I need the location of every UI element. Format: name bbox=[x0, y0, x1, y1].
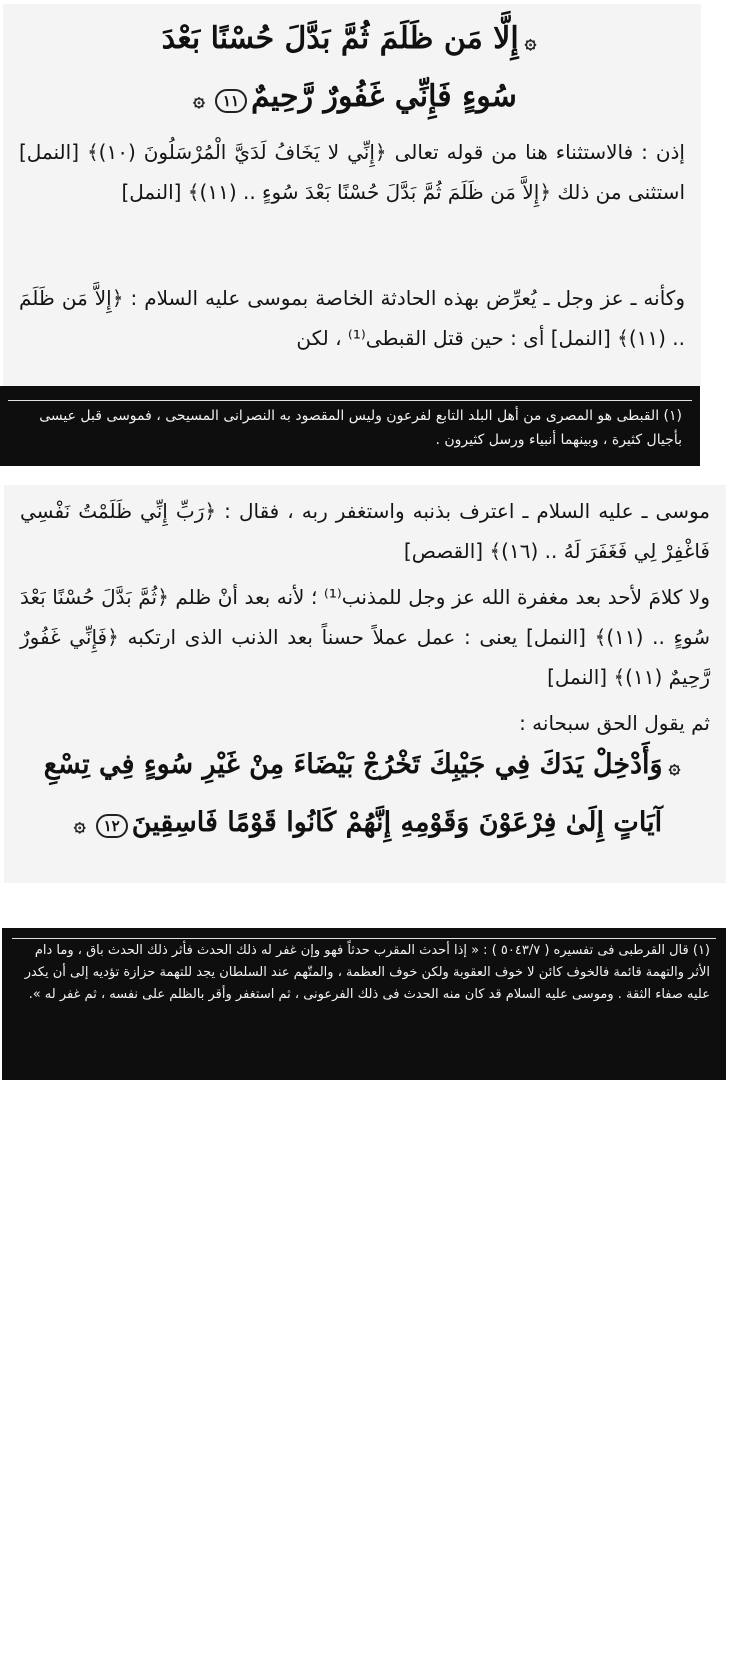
paragraph: موسى ـ عليه السلام ـ اعترف بذنبه واستغفر ربه ، فقال : ﴿رَبِّ إِنِّي ظَلَمْتُ نَفْسِي فَاغْفِرْ لِي فَغَفَرَ لَهُ .. (١٦)﴾ [القصص] bbox=[20, 499, 710, 563]
page-fragment-2 bbox=[4, 485, 726, 883]
ornament-icon: ۞ bbox=[193, 87, 205, 111]
verse-heading-line-1 bbox=[4, 743, 726, 788]
verse-text: آيَاتٍ إِلَىٰ فِرْعَوْنَ وَقَوْمِهِ إِنَّهُمْ كَانُوا قَوْمًا فَاسِقِينَ bbox=[131, 807, 663, 838]
verse-text: وَأَدْخِلْ يَدَكَ فِي جَيْبِكَ تَخْرُجْ بَيْضَاءَ مِنْ غَيْرِ سُوءٍ فِي تِسْعِ bbox=[43, 749, 663, 780]
verse-number-badge: ١١ bbox=[215, 89, 247, 113]
page-fragment-1 bbox=[3, 4, 701, 386]
verse-heading-line-2 bbox=[4, 801, 726, 846]
paragraph: ثم يقول الحق سبحانه : bbox=[519, 711, 710, 735]
verse-heading-line-2 bbox=[3, 74, 701, 122]
footnote-text: (١) القبطى هو المصرى من أهل البلد التابع لفرعون وليس المقصود به النصرانى المسيحى ، فموسى قبل عيسى بأجيال كثيرة ، وبينهما أنبياء ورسل كثيرون . bbox=[39, 408, 682, 448]
verse-text: سُوءٍ فَإِنِّي غَفُورٌ رَّحِيمٌ bbox=[251, 79, 517, 114]
paragraph: ولا كلامَ لأحد بعد مغفرة الله عز وجل للمذنب⁽¹⁾ ؛ لأنه بعد أنْ ظلم ﴿ثُمَّ بَدَّلَ حُسْنًا بَعْدَ سُوءٍ .. (١١)﴾ [النمل] يعنى : عمل عملاً حسناً بعد الذنب الذى ارتكبه ﴿فَإِنِّي غَفُورٌ رَّحِيمٌ (١١)﴾ [النمل] bbox=[20, 585, 710, 689]
ornament-icon: ۞ bbox=[524, 29, 537, 53]
ornament-icon: ۞ bbox=[73, 812, 86, 836]
paragraph: وكأنه ـ عز وجل ـ يُعرِّض بهذه الحادثة الخاصة بموسى عليه السلام : ﴿إِلاَّ مَن ظَلَمَ .. (١١)﴾ [النمل] أى : حين قتل القبطى⁽¹⁾ ، لكن bbox=[19, 286, 685, 350]
verse-text: إِلَّا مَن ظَلَمَ ثُمَّ بَدَّلَ حُسْنًا بَعْدَ bbox=[161, 21, 519, 56]
paragraph: إذن : فالاستثناء هنا من قوله تعالى ﴿إِنِّي لا يَخَافُ لَدَيَّ الْمُرْسَلُونَ (١٠)﴾ [النمل] استثنى من ذلك ﴿إِلاَّ مَن ظَلَمَ ثُمَّ بَدَّلَ حُسْنًا بَعْدَ سُوءٍ .. (١١)﴾ [النمل] bbox=[19, 140, 685, 204]
verse-number-badge: ١٢ bbox=[96, 814, 128, 838]
footnote-text: (١) قال القرطبى فى تفسيره ( ٥٠٤٣/٧ ) : « إذا أحدث المقرب حدثاً فهو وإن غفر له ذلك الحدث فأثر ذلك الحدث باق ، وما دام الأثر والتهمة قائمة فالخوف كائن لا خوف العقوبة ولكن خوف العظمة ، والمتّهم عند السلطان يجد للتهمة حزازة تؤديه إلى أن يكدر عليه صفاء الثقة . وموسى عليه السلام قد كان منه الحدث فى ذلك الفرعونى ، ثم استغفر وأقر بالظلم على نفسه ، ثم غفر له ». bbox=[24, 943, 710, 1002]
footnote-divider bbox=[8, 400, 692, 401]
verse-heading-line-1 bbox=[3, 16, 701, 64]
footnote-box bbox=[0, 386, 700, 466]
footnote-box bbox=[2, 928, 726, 1080]
footnote-divider bbox=[12, 938, 716, 939]
ornament-icon: ۞ bbox=[668, 754, 681, 778]
